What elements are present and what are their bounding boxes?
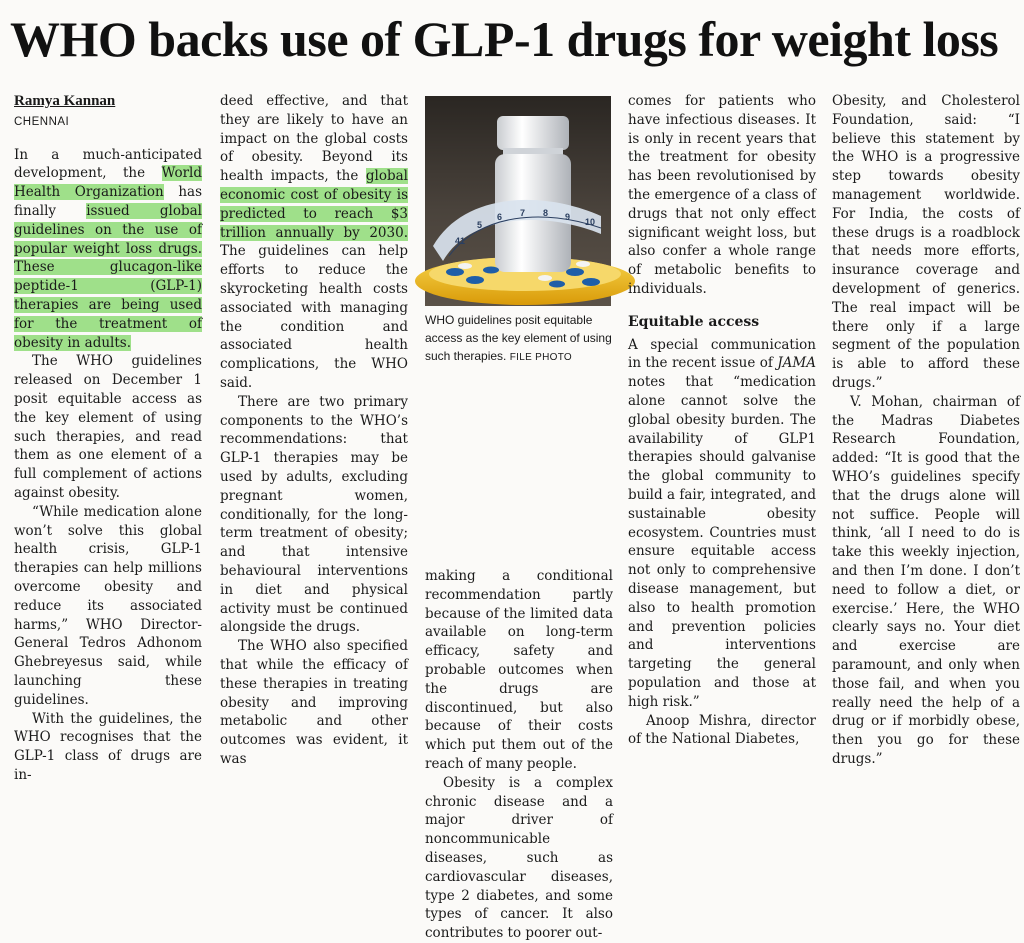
dateline: CHENNAI — [14, 115, 70, 128]
column-4 — [628, 92, 816, 748]
photo-credit: FILE PHOTO — [509, 352, 573, 363]
article-photo — [425, 96, 611, 306]
highlighted-text: issued global guidelines on the use of popular weight loss drugs. These glucagon-like peptide-1 (GLP-1) therapies are being used for the treatment of obesity in adults. — [14, 202, 202, 351]
text: The guidelines can help efforts to reduce the skyrocketing health costs associated with managing the condition and associated health complications, the WHO said. — [220, 243, 408, 391]
paragraph: “While medication alone won’t solve this global health crisis, GLP-1 therapies can help millions overcome obesity and reduce its associated harms,” WHO Director-General Tedros Adhonom Ghebreyesus said, while launching these guidelines. — [14, 503, 202, 708]
journal-name: JAMA — [777, 355, 816, 372]
headline: WHO backs use of GLP-1 drugs for weight loss — [10, 11, 999, 67]
tape-number: 5 — [477, 220, 483, 230]
tape-number: 6 — [497, 212, 503, 222]
tape-number: 8 — [543, 208, 549, 218]
paragraph — [220, 92, 408, 393]
pill-bottle-measuring-tape-illustration — [425, 96, 611, 306]
tape-number: 7 — [520, 208, 526, 218]
byline: Ramya Kannan — [14, 93, 116, 109]
text: has finally — [14, 184, 202, 219]
subheading: Equitable access — [628, 313, 760, 330]
tape-number: 9 — [565, 212, 571, 222]
paragraph: With the guidelines, the WHO recognises that the GLP-1 class of drugs are in- — [14, 710, 202, 783]
highlighted-text: World Health Organization — [14, 165, 202, 201]
caption-text: WHO guidelines posit equitable access as the key element of using such therapies. — [425, 313, 612, 363]
column-3 — [425, 567, 613, 942]
paragraph — [14, 146, 202, 353]
paragraph — [628, 336, 816, 712]
text: A special communication in the recent issue of — [628, 336, 816, 372]
column-1 — [14, 92, 202, 783]
text: notes that “medication alone cannot solve the global obesity burden. The availability of GLP1 therapies should galvanise the global community to build a fair, integrated, and sustainable obesity ecosystem. Countries must ensure equitable access not only to comprehensive disease management, but also to health promotion and prevention policies and interventions targeting the general population and those at high risk.” — [628, 374, 816, 710]
paragraph: Anoop Mishra, director of the National Diabetes, — [628, 712, 816, 748]
highlighted-text: global economic cost of obesity is predicted to reach $3 trillion annually by 2030. — [220, 168, 408, 241]
paragraph: making a conditional recommendation partly because of the limited data available on long-term efficacy, safety and probable outcomes when the drugs are discontinued, but also because of their costs which put them out of the reach of many people. — [425, 568, 613, 772]
paragraph: The WHO guidelines released on December 1 posit equitable access as the key element of using such therapies, and read them as one element of a full complement of actions against obesity. — [14, 353, 202, 501]
text: In a much-anticipated development, the — [14, 146, 202, 182]
column-5 — [832, 92, 1020, 767]
paragraph: Obesity, and Cholesterol Foundation, said: “I believe this statement by the WHO is a progressive step towards obesity management worldwide. For India, the costs of these drugs is a roadblock that needs more efforts, insurance coverage and development of generics. The real impact will be there only if a large segment of the population is able to afford these drugs.” — [832, 93, 1020, 391]
paragraph: Obesity is a complex chronic disease and a major driver of noncommunicable diseases, such as cardiovascular diseases, type 2 diabetes, and some types of cancer. It also contributes to poorer out- — [425, 774, 613, 942]
paragraph: comes for patients who have infectious diseases. It is only in recent years that the treatment for obesity has been revolutionised by the emergence of a class of drugs that not only effect significant weight loss, but also confer a whole range of metabolic benefits to individuals. — [628, 93, 816, 297]
paragraph: The WHO also specified that while the efficacy of these therapies in treating obesity and improving metabolic and other outcomes was evident, it was — [220, 638, 408, 767]
tape-number: 10 — [585, 217, 596, 227]
photo-caption — [425, 311, 613, 367]
tape-number: 41 — [455, 236, 466, 246]
paragraph: V. Mohan, chairman of the Madras Diabetes Research Foundation, added: “It is good that the WHO’s guidelines specify that the drugs alone will not suffice. People will think, ‘all I need to do is take this weekly injection, and then I’m done. I don’t need to follow a diet, or exercise.’ Here, the WHO clearly says no. Your diet and exercise are paramount, and only when those fail, and when you really need the help of a drug or if morbidly obese, then you go for these drugs.” — [832, 393, 1020, 767]
text: deed effective, and that they are likely to have an impact on the global costs of obesity. Beyond its health impacts, the — [220, 93, 408, 185]
column-2 — [220, 92, 408, 767]
paragraph: There are two primary components to the WHO’s recommendations: that GLP-1 therapies may be used by adults, excluding pregnant women, conditionally, for the long-term treatment of obesity; and that intensive behavioural interventions in diet and physical activity must be continued alongside the drugs. — [220, 393, 408, 636]
